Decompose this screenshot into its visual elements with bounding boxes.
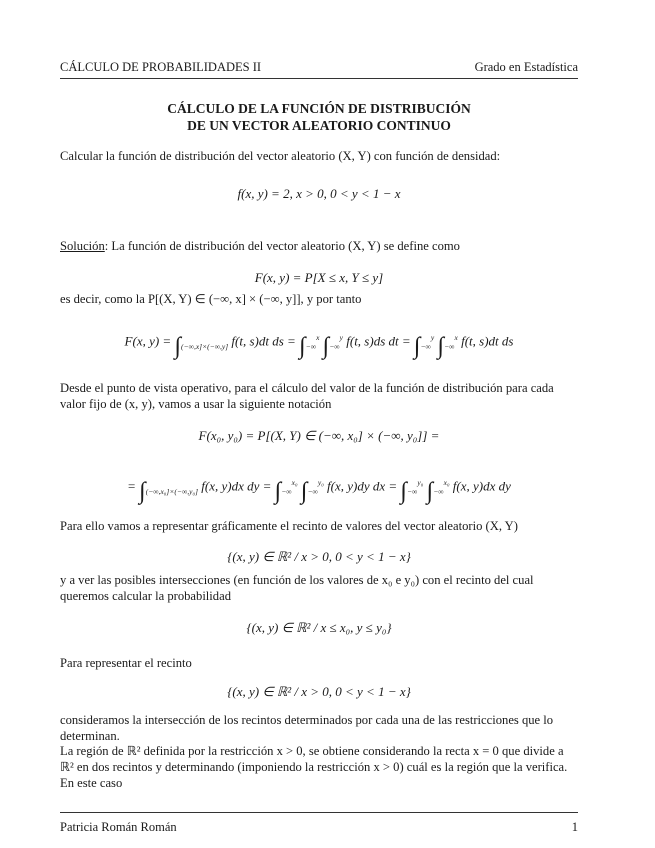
upper-limit: y₀: [417, 478, 424, 487]
integral-sign: ∫: [274, 478, 282, 505]
header-rule: [60, 78, 578, 79]
integral-sign: ∫: [426, 478, 434, 505]
integration-domain: (−∞,x]×(−∞,y]: [181, 341, 229, 351]
problem-statement: Calcular la función de distribución del vector aleatorio (X, Y) con función de densidad:: [60, 149, 501, 163]
paragraph-intersections: y a ver las posibles intersecciones (en función de los valores de x₀ e y₀) con el recinto del cual queremos calcular la probabilidad: [60, 573, 534, 603]
lower-limit: −∞: [444, 341, 455, 351]
integral-sign: ∫: [322, 333, 330, 360]
upper-limit: x₀: [291, 478, 298, 487]
cdf-lhs: F(x, y) =: [124, 333, 172, 349]
equals-sign: =: [127, 478, 136, 494]
upper-limit: x₀: [443, 478, 450, 487]
footer-rule: [60, 812, 578, 813]
es-decir-text: es decir, como la P[(X, Y) ∈ (−∞, x] × (−∞, y]], y por tanto: [60, 292, 362, 306]
header-degree: Grado en Estadística: [474, 60, 578, 74]
probability-region-set: {(x, y) ∈ ℝ² / x ≤ x₀, y ≤ y₀}: [246, 620, 392, 635]
integral-sign: ∫: [139, 478, 146, 505]
f0-integrand-1: f(x, y)dx dy =: [201, 478, 272, 494]
upper-limit: x: [454, 333, 458, 342]
f0-definition: F(x₀, y₀) = P[(X, Y) ∈ (−∞, x₀] × (−∞, y₀]] =: [198, 428, 440, 443]
lower-limit: −∞: [305, 341, 317, 351]
lower-limit: −∞: [281, 486, 292, 496]
cdf-integrand-3: f(t, s)dt ds: [461, 333, 514, 349]
density-equation: f(x, y) = 2, x > 0, 0 < y < 1 − x: [237, 186, 401, 201]
f0-integrand-2: f(x, y)dy dx =: [327, 478, 398, 494]
support-set-1: {(x, y) ∈ ℝ² / x > 0, 0 < y < 1 − x}: [227, 549, 411, 564]
page-number: 1: [571, 820, 578, 834]
cdf-integrand-1: f(t, s)dt ds =: [231, 333, 296, 349]
integration-domain: (−∞,x₀]×(−∞,y₀]: [145, 486, 199, 496]
cdf-integral-equation: [60, 333, 578, 360]
cdf-integrand-2: f(t, s)ds dt =: [346, 333, 411, 349]
title-line-2: DE UN VECTOR ALEATORIO CONTINUO: [187, 118, 451, 133]
f0-integrand-3: f(x, y)dx dy: [452, 478, 511, 494]
upper-limit: y: [430, 333, 435, 342]
integral-sign: ∫: [413, 333, 421, 360]
f0-integral-equation: [60, 478, 578, 505]
header-course: CÁLCULO DE PROBABILIDADES II: [60, 60, 262, 74]
solution-label: Solución: [60, 239, 105, 253]
lower-limit: −∞: [307, 486, 318, 496]
integral-sign: ∫: [437, 333, 445, 360]
footer-author: Patricia Román Román: [60, 820, 177, 834]
title-line-1: CÁLCULO DE LA FUNCIÓN DE DISTRIBUCIÓN: [167, 101, 471, 116]
lower-limit: −∞: [329, 341, 340, 351]
paragraph-to-represent: Para representar el recinto: [60, 656, 192, 670]
integral-sign: ∫: [400, 478, 407, 505]
paragraph-notation: Desde el punto de vista operativo, para el cálculo del valor de la función de distribución para cada valor fijo de (x, y), vamos a usar la siguiente notación: [60, 381, 554, 411]
lower-limit: −∞: [407, 486, 418, 496]
integral-sign: ∫: [300, 478, 308, 505]
support-set-2: {(x, y) ∈ ℝ² / x > 0, 0 < y < 1 − x}: [227, 684, 411, 699]
solution-intro: [60, 238, 578, 254]
paragraph-intersection-regions: consideramos la intersección de los recintos determinados por cada una de las restricciones que lo determinan.: [60, 713, 554, 743]
solution-intro-text: : La función de distribución del vector aleatorio (X, Y) se define como: [104, 239, 460, 253]
cdf-definition: F(x, y) = P[X ≤ x, Y ≤ y]: [254, 270, 384, 285]
paragraph-represent: Para ello vamos a representar gráficamente el recinto de valores del vector aleatorio (X, Y): [60, 519, 518, 533]
lower-limit: −∞: [420, 341, 431, 351]
lower-limit: −∞: [433, 486, 444, 496]
upper-limit: y: [339, 333, 343, 342]
upper-limit: x: [316, 333, 320, 342]
integral-sign: ∫: [174, 333, 182, 360]
paragraph-region-x-positive: La región de ℝ² definida por la restricción x > 0, se obtiene considerando la recta x = 0 que divide a ℝ² en dos recintos y determinando (imponiendo la restricción x > 0) cuál es la región que la verifica. En este caso: [60, 744, 568, 790]
integral-sign: ∫: [299, 333, 306, 360]
upper-limit: y₀: [317, 478, 324, 487]
